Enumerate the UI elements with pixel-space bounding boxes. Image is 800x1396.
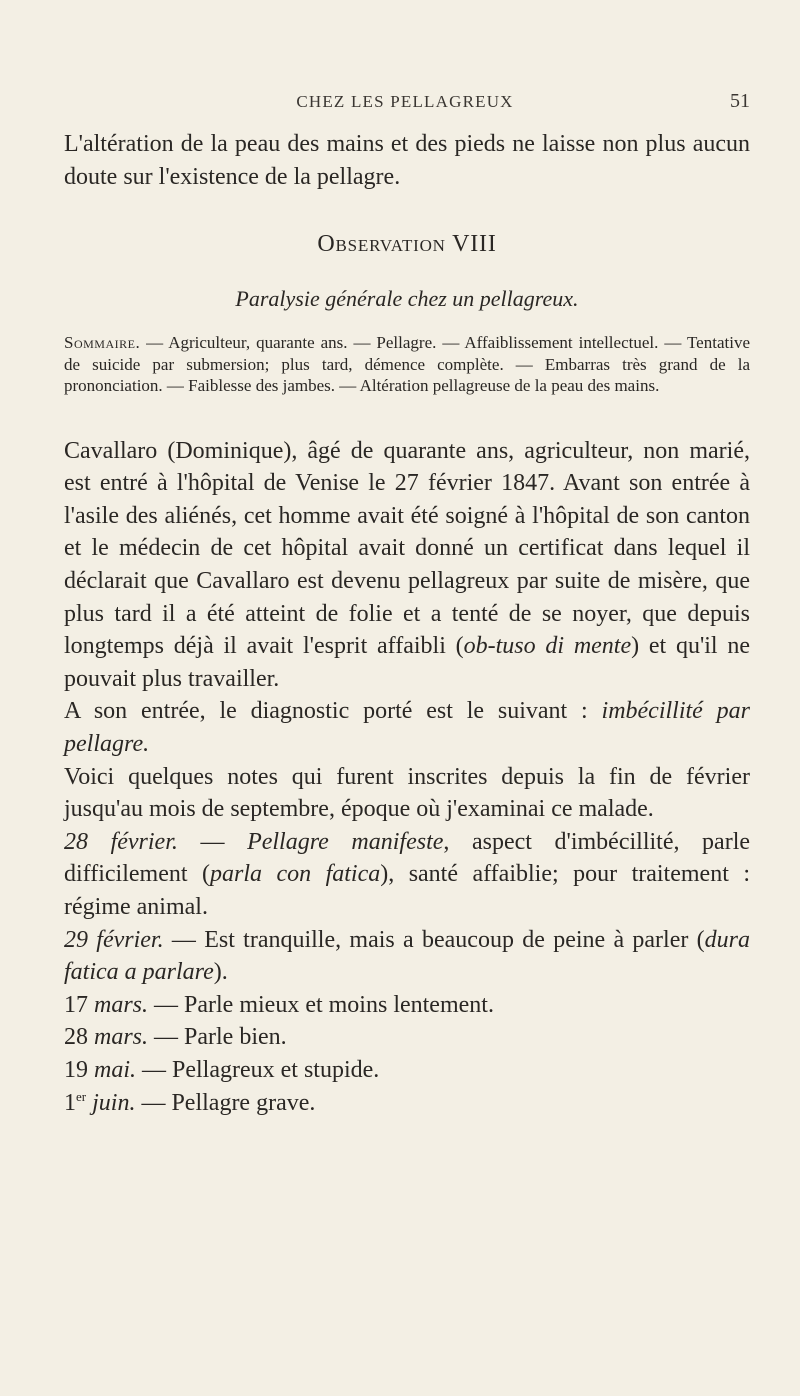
diagnosis-paragraph [64, 695, 750, 760]
running-title: CHEZ LES PELLAGREUX [296, 92, 514, 111]
note-entry [64, 1087, 750, 1120]
observation-heading: Observation VIII [317, 231, 497, 258]
note-date: 28 février. [64, 828, 178, 855]
note-text: — Pellagre grave. [135, 1089, 316, 1116]
observation-subtitle: Paralysie générale chez un pellagreux. [235, 286, 579, 312]
diagnosis-lead: A son entrée, le diagnostic porté est le suivant : [64, 698, 602, 725]
diagnosis-value: imbécillité par pellagre. [64, 698, 750, 758]
case-paragraph [64, 435, 750, 696]
note-italic: parla con fatica [209, 861, 381, 888]
case-text-part-1: Cavallaro (Dominique), âgé de quarante ans, agriculteur, non marié, est entré à l'hôpital de Venise le 27 février 1847. Avant son entrée à l'asile des aliénés, cet homme avait été soigné à l'hôpital de son canton et le médecin de cet hôpital avait donné un certificat dans lequel il déclarait que Cavallaro est devenu pellagreux par suite de misère, que plus tard il a été atteint de folie et a tenté de se noyer, que depuis longtemps déjà il avait l'esprit affaibli ( [64, 437, 750, 660]
note-text: — Parle mieux et moins lentement. [148, 991, 494, 1018]
note-entry [64, 826, 750, 924]
note-entry [64, 1054, 750, 1087]
note-entry [64, 924, 750, 989]
note-date-superscript: er [76, 1088, 87, 1104]
note-text: , aspect d'imbécillité, parle difficilement ( [64, 828, 751, 888]
notes-intro-paragraph: Voici quelques notes qui furent inscrites depuis la fin de février jusqu'au mois de septembre, époque où j'examinai ce malade. [64, 763, 750, 823]
note-text: ). [213, 959, 228, 986]
note-text: — [177, 828, 248, 855]
note-entry [64, 1021, 750, 1054]
summary-lead: Sommaire. [64, 333, 141, 353]
note-date: mars. [88, 991, 149, 1018]
note-date: 29 février. [64, 926, 164, 953]
note-text: — Est tranquille, mais a beaucoup de peine à parler ( [163, 926, 705, 953]
page-content [64, 128, 750, 1119]
note-date: mai. [88, 1056, 136, 1083]
note-date-number: 17 [64, 991, 88, 1018]
note-date-number: 19 [64, 1056, 88, 1083]
summary-text: — Agriculteur, quarante ans. — Pellagre. — Affaiblissement intellectuel. — Tentative de suicide par submersion; plus tard, démence complète. — Embarras très grand de la prononciation. — Faiblesse des jambes. — Altération pellagreuse de la peau des mains. [64, 333, 750, 396]
case-text-part-2: ) et qu'il ne pouvait plus travailler. [64, 633, 751, 692]
note-text: ), santé affaiblie; pour traitement : régime animal. [64, 861, 750, 920]
page-number: 51 [730, 90, 750, 112]
note-italic: Pellagre manifeste [247, 828, 444, 855]
note-italic: dura fatica a parlare [64, 926, 750, 986]
note-text: — Pellagreux et stupide. [136, 1056, 380, 1083]
note-entry [64, 989, 750, 1022]
summary-block [64, 332, 750, 397]
note-text: — Parle bien. [148, 1024, 287, 1051]
note-date: mars. [88, 1024, 149, 1051]
note-date: juin. [86, 1089, 136, 1116]
intro-paragraph: L'altération de la peau des mains et des pieds ne laisse non plus aucun doute sur l'existence de la pellagre. [64, 131, 750, 190]
case-italic-quote: ob-tuso di mente [463, 633, 632, 660]
running-head [60, 92, 750, 118]
note-date-number: 1 [64, 1089, 76, 1116]
note-date-number: 28 [64, 1024, 88, 1051]
